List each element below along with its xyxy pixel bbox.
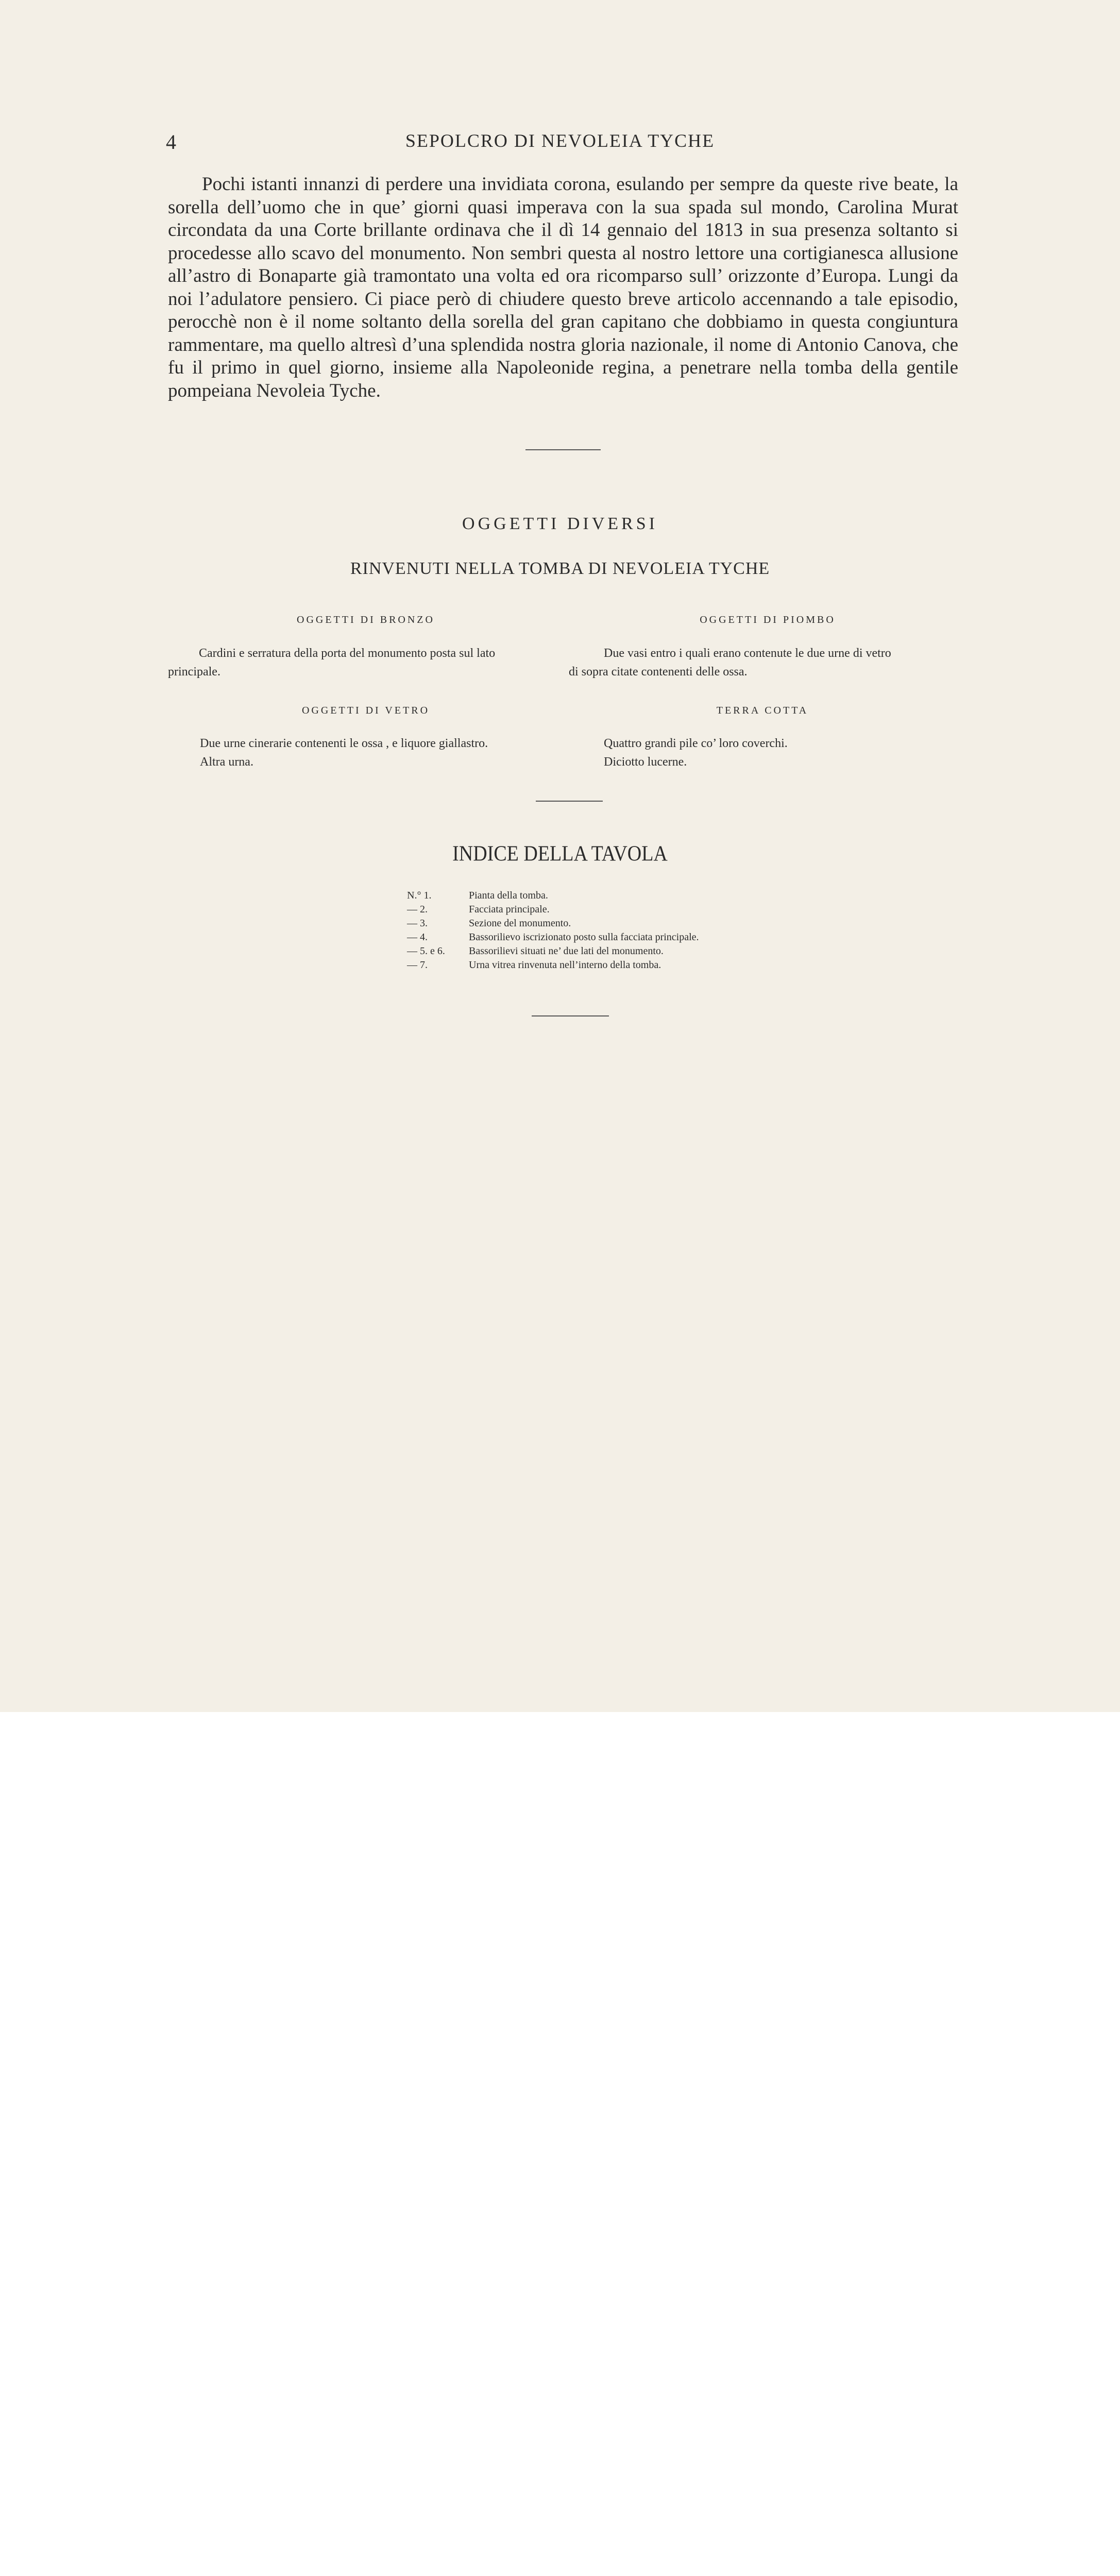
body-paragraph: Pochi istanti innanzi di perdere una invidiata corona, esulando per sempre da queste rive beate, la sorella dell’uomo che in que’ giorni quasi imperava con la sua spada sul mondo, Carolina Murat circondata da una Corte brillante ordinava che il dì 14 gennaio del 1813 in sua presenza soltanto si procedesse allo scavo del monumento. Non sembri questa al nostro lettore una cortigianesca allusione all’astro di Bonaparte già tramontato una volta ed ora ricomparso sull’ orizzonte d’Europa. Lungi da noi l’adulatore pensiero. Ci piace però di chiudere questo breve articolo accennando a tale episodio, perocchè non è il nome soltanto della sorella del gran capitano che dobbiamo in questa congiuntura rammentare, ma quello altresì d’una splendida nostra gloria nazionale, il nome di Antonio Canova, che fu il primo in quel giorno, insieme alla Napoleonide regina, a penetrare nella tomba della gentile pompeiana Nevoleia Tyche. <box>168 174 958 401</box>
text-terracotta-line: Quattro grandi pile co’ loro coverchi. <box>604 737 788 750</box>
index-entry <box>0 945 1120 959</box>
index-entry-number: — 2. <box>407 904 428 915</box>
index-entry-text: Sezione del monumento. <box>469 918 571 929</box>
text-bronze <box>168 644 559 681</box>
objects-section-subtitle: RINVENUTI NELLA TOMBA DI NEVOLEIA TYCHE <box>350 559 770 578</box>
text-lead-line: di sopra citate contenenti delle ossa. <box>569 665 748 679</box>
index-entry-number: — 4. <box>407 931 428 943</box>
divider-rule <box>525 449 601 450</box>
text-lead-line: Due vasi entro i quali erano contenute le due urne di vetro <box>604 647 891 660</box>
index-entry <box>0 918 1120 931</box>
divider-rule <box>536 801 603 802</box>
objects-section-title: OGGETTI DIVERSI <box>462 514 658 533</box>
index-entry <box>0 890 1120 903</box>
text-glass-line: Altra urna. <box>200 755 253 769</box>
page-number: 4 <box>166 130 176 154</box>
index-entry-text: Urna vitrea rinvenuta nell’interno della tomba. <box>469 959 661 971</box>
index-entry-text: Pianta della tomba. <box>469 890 548 901</box>
index-entry-number: — 3. <box>407 918 428 929</box>
heading-terracotta: TERRA COTTA <box>716 705 809 716</box>
text-bronze-line: Cardini e serratura della porta del monumento posta sul lato <box>199 647 496 660</box>
index-entry-number: N.° 1. <box>407 890 432 901</box>
viewer-footer <box>0 1712 1120 1793</box>
text-terracotta-line: Diciotto lucerne. <box>604 755 687 769</box>
text-bronze-line: principale. <box>168 665 220 679</box>
index-entry-text: Facciata principale. <box>469 904 550 915</box>
text-glass-line: Due urne cinerarie contenenti le ossa , e liquore giallastro. <box>200 737 488 750</box>
divider-rule <box>532 1015 609 1016</box>
index-entry-text: Bassorilievi situati ne’ due lati del monumento. <box>469 945 664 957</box>
text-glass <box>200 734 571 771</box>
text-terracotta <box>604 734 964 771</box>
index-entry-number: — 5. e 6. <box>407 945 445 957</box>
index-entry-number: — 7. <box>407 959 428 971</box>
index-entry <box>0 904 1120 917</box>
running-title: SEPOLCRO DI NEVOLEIA TYCHE <box>405 130 715 151</box>
text-lead <box>569 644 971 681</box>
index-title: INDICE DELLA TAVOLA <box>452 841 668 866</box>
index-entry-text: Bassorilievo iscrizionato posto sulla facciata principale. <box>469 931 699 943</box>
index-entry <box>0 931 1120 945</box>
heading-bronze: OGGETTI DI BRONZO <box>297 614 435 625</box>
index-entry <box>0 959 1120 973</box>
heading-lead: OGGETTI DI PIOMBO <box>700 614 836 625</box>
heading-glass: OGGETTI DI VETRO <box>301 705 430 716</box>
